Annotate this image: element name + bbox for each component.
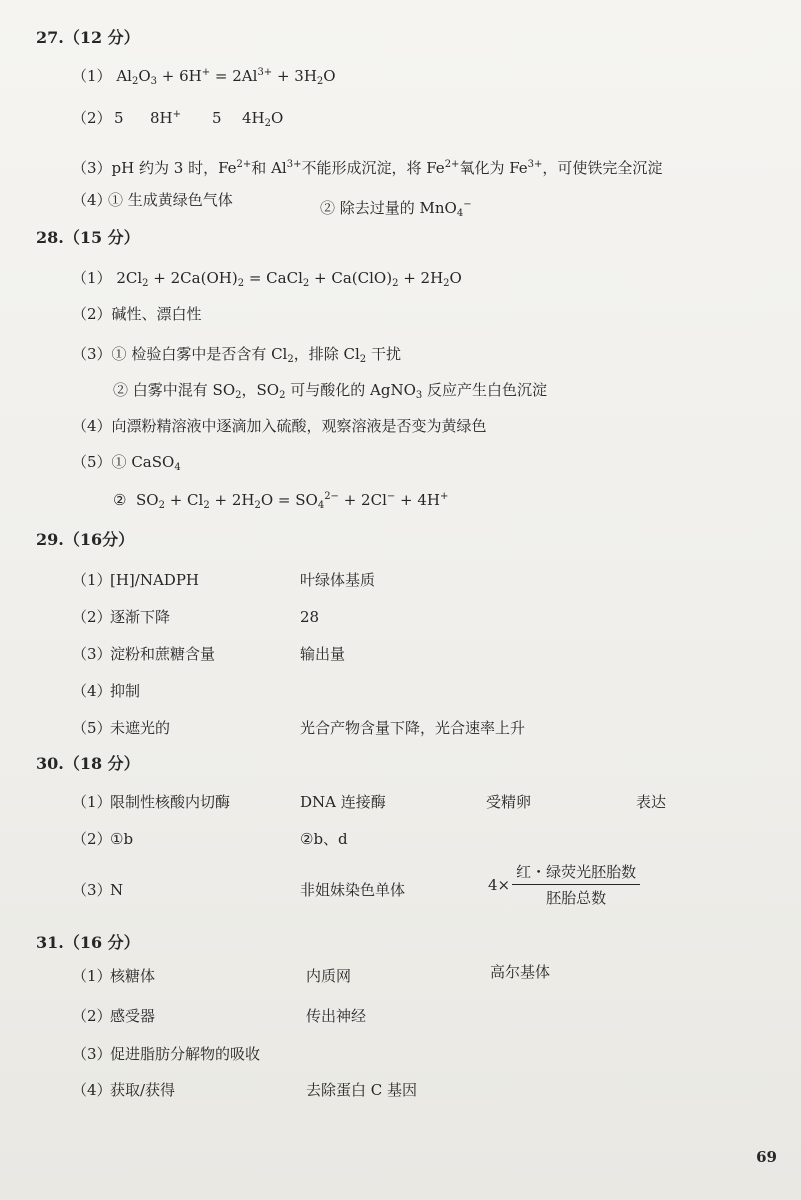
q31-row: （3） 促进脂肪分解物的吸收 <box>72 1045 261 1063</box>
q27-equation: $Al_2O_3 + 6H^+ = 2Al^{3+} + 3H_2O$ <box>116 67 336 87</box>
q28-part2: （2）碱性、漂白性 <box>72 305 202 323</box>
q30-part1: （1） 限制性核酸内切酶 DNA 连接酶 受精卵 表达 <box>72 793 667 811</box>
q28-part5a: （5）① CaSO$_4$ <box>72 453 181 473</box>
q28-header: 28.（15 分） <box>36 228 140 247</box>
q27-part2: （2） 5 8H+ 5 $4H_2O$ <box>72 109 284 129</box>
q31-row: （2） 感受器 传出神经 <box>72 1007 367 1025</box>
q31-row: （1） 核糖体 内质网 高尔基体 <box>72 963 551 985</box>
q30-fraction: 4× $\frac{\text{红・绿荧光胚胎数}}{\text{胚胎总数}}$ <box>488 861 640 908</box>
q27-part1: （1） $Al_2O_3 + 6H^+ = 2Al^{3+} + 3H_2O$ <box>72 67 336 87</box>
fraction-numerator: 红・绿荧光胚胎数 <box>512 861 640 885</box>
q28-part3a: （3）① 检验白雾中是否含有 $Cl_2$，排除 $Cl_2$ 干扰 <box>72 345 401 365</box>
q28-part1: （1） $2Cl_2 + 2Ca(OH)_2$ = CaCl$_2$ + $Ca(ClO)_2 + 2H_2O$ <box>72 269 462 289</box>
q27-part4: （4） ① 生成黄绿色气体 ② 除去过量的 MnO$_4$− <box>72 191 472 219</box>
q31-header: 31.（16 分） <box>36 933 140 952</box>
page-number: 69 <box>756 1148 777 1166</box>
q28-equation: $2Cl_2 + 2Ca(OH)_2$ = CaCl$_2$ + $Ca(ClO)_2 + 2H_2O$ <box>116 269 462 289</box>
q30-part2: （2） ①b ②b、d <box>72 830 348 848</box>
q29-row: （3） 淀粉和蔗糖含量 输出量 <box>72 645 346 663</box>
q29-header: 29.（16分） <box>36 530 135 549</box>
q29-row: （2） 逐渐下降 28 <box>72 608 320 626</box>
q28-ionic-equation: $SO_2 + Cl_2 + 2H_2O = SO_4^{2-} + 2Cl^- + 4H^+$ <box>131 491 449 511</box>
fraction-denominator: 胚胎总数 <box>546 889 607 907</box>
q27-header: 27.（12 分） <box>36 28 140 47</box>
q31-row: （4） 获取/获得 去除蛋白 C 基因 <box>72 1081 418 1099</box>
q28-part3b: ② 白雾中混有 $SO_2$，$SO_2$ 可与酸化的 AgNO$_3$ 反应产生白色沉淀 <box>113 381 548 401</box>
q27-part3: （3）pH 约为 3 时，$Fe^{2+}$和 $Al^{3+}$不能形成沉淀，将 $Fe^{2+}$氧化为 $Fe^{3+}$，可使铁完全沉淀 <box>72 159 663 177</box>
q28-part5b: ② $SO_2 + Cl_2 + 2H_2O = SO_4^{2-} + 2Cl^- + 4H^+$ <box>113 491 449 511</box>
q30-part3: （3） N 非姐妹染色单体 <box>72 881 406 899</box>
q28-part4: （4）向漂粉精溶液中逐滴加入硫酸，观察溶液是否变为黄绿色 <box>72 417 487 435</box>
q29-row: （4） 抑制 <box>72 682 141 700</box>
q30-header: 30.（18 分） <box>36 754 140 773</box>
q29-row: （1） [H]/NADPH 叶绿体基质 <box>72 571 376 589</box>
q29-row: （5） 未遮光的 光合产物含量下降，光合速率上升 <box>72 719 526 737</box>
